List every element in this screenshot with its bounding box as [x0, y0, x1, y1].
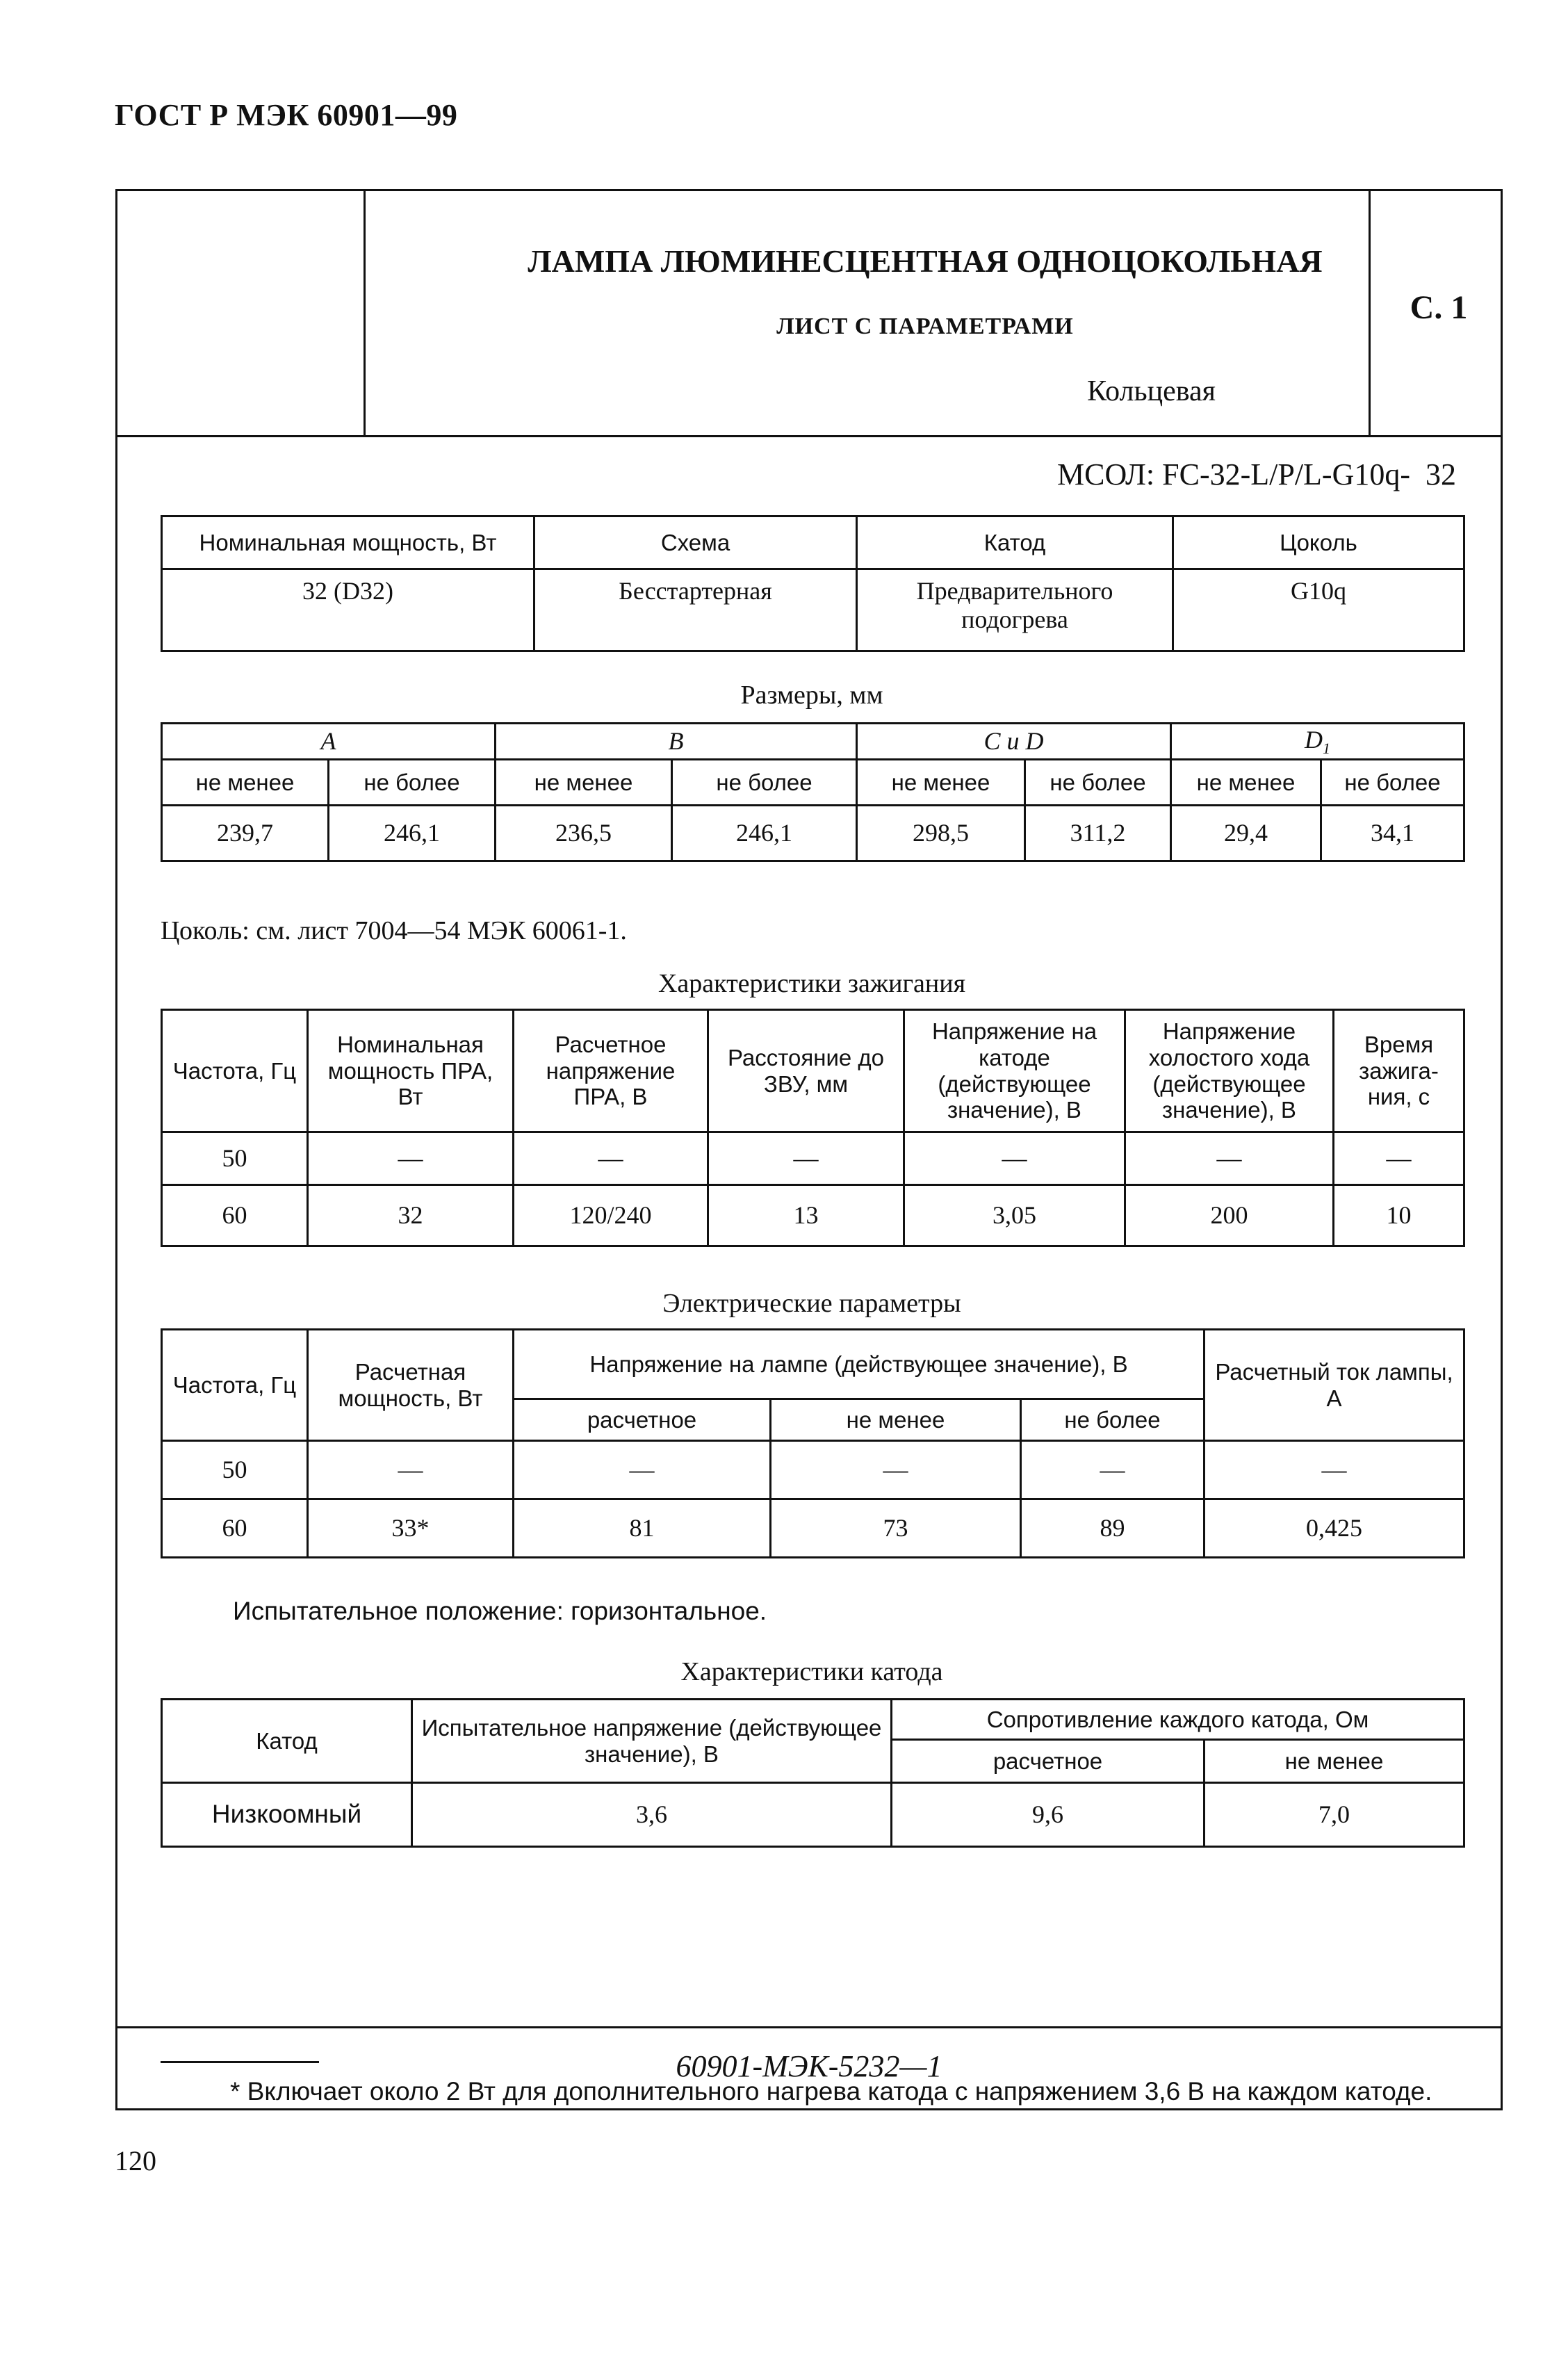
value-cell: 3,6 — [412, 1783, 892, 1847]
subheader-cell: не менее — [1171, 760, 1321, 806]
subheader-cell: не менее — [1204, 1740, 1464, 1783]
value-cell: — — [1334, 1132, 1464, 1185]
value-cell: 7,0 — [1204, 1783, 1464, 1847]
subheader-cell: расчетное — [514, 1399, 771, 1441]
header-cell: Расстояние до ЗВУ, мм — [708, 1010, 904, 1132]
header-cell: Катод — [162, 1700, 412, 1783]
value-cell: 311,2 — [1025, 806, 1171, 861]
header-cell: Катод — [857, 516, 1173, 569]
value-cell: — — [1125, 1132, 1334, 1185]
value-cell: 33* — [308, 1499, 514, 1558]
subheader-cell: не более — [672, 760, 857, 806]
designation-code: МСОЛ: FC-32-L/P/L-G10q- — [1057, 457, 1410, 491]
dimension-group-cd: C и D — [857, 724, 1171, 760]
value-cell: 200 — [1125, 1185, 1334, 1246]
value-cell: 246,1 — [672, 806, 857, 861]
header-cell: Напряжение холостого хода (действующее значение), В — [1125, 1010, 1334, 1132]
document-code: 60901-МЭК-5232—1 — [676, 2049, 942, 2083]
value-cell: 246,1 — [329, 806, 496, 861]
base-note: Цоколь: см. лист 7004—54 МЭК 60061-1. — [161, 916, 627, 945]
value-cell: 298,5 — [857, 806, 1025, 861]
header-cell: Испытательное напряжение (действующее значение), В — [412, 1700, 892, 1783]
value-cell: — — [708, 1132, 904, 1185]
value-cell: 3,05 — [904, 1185, 1125, 1246]
cathode-caption: Характеристики катода — [680, 1657, 943, 1686]
value-cell: 0,425 — [1204, 1499, 1464, 1558]
subheader-cell: расчетное — [892, 1740, 1204, 1783]
value-cell: 60 — [162, 1185, 308, 1246]
value-cell: 32 (D32) — [162, 569, 534, 651]
dimensions-table — [161, 722, 1465, 862]
header-cell: Частота, Гц — [162, 1010, 308, 1132]
subheader-cell: не менее — [771, 1399, 1021, 1441]
value-cell: 13 — [708, 1185, 904, 1246]
value-cell: — — [771, 1441, 1021, 1499]
header-cell: Время зажига-ния, с — [1334, 1010, 1464, 1132]
sheet-page-number: С. 1 — [1410, 289, 1468, 326]
sheet-frame — [115, 189, 1503, 2110]
dimension-group-d1 — [1171, 724, 1464, 760]
value-cell: 120/240 — [514, 1185, 708, 1246]
value-cell: 239,7 — [162, 806, 329, 861]
subheader-cell: не менее — [496, 760, 672, 806]
value-cell: — — [904, 1132, 1125, 1185]
electrical-caption: Электрические параметры — [662, 1289, 961, 1318]
header-cell: Напряжение на лампе (действующее значение), В — [514, 1330, 1204, 1399]
value-cell: 29,4 — [1171, 806, 1321, 861]
header-cell: Номинальная мощность ПРА, Вт — [308, 1010, 514, 1132]
header-cell: Номинальная мощность, Вт — [162, 516, 534, 569]
dimension-group-d1-subscript: 1 — [1323, 740, 1331, 758]
title-block — [117, 191, 1501, 437]
lamp-designation — [1057, 457, 1456, 492]
dimensions-caption: Размеры, мм — [740, 681, 883, 710]
value-cell: G10q — [1173, 569, 1464, 651]
subheader-cell: не более — [1025, 760, 1171, 806]
electrical-table — [161, 1328, 1465, 1558]
value-cell: — — [1204, 1441, 1464, 1499]
header-cell: Напряжение на катоде (действующее значение), В — [904, 1010, 1125, 1132]
dimension-group-b: B — [496, 724, 857, 760]
value-cell: 34,1 — [1321, 806, 1464, 861]
value-cell: 60 — [162, 1499, 308, 1558]
value-cell: — — [308, 1441, 514, 1499]
title-divider-left — [364, 191, 366, 435]
value-cell: 236,5 — [496, 806, 672, 861]
header-cell: Расчетная мощность, Вт — [308, 1330, 514, 1441]
header-cell: Расчетное напряжение ПРА, В — [514, 1010, 708, 1132]
footnote: * Включает около 2 Вт для дополнительного нагрева катода с напряжением 3,6 В на каждом катоде. — [230, 2077, 1432, 2106]
value-cell: 73 — [771, 1499, 1021, 1558]
header-cell: Сопротивление каждого катода, Ом — [892, 1700, 1464, 1740]
value-cell: 10 — [1334, 1185, 1464, 1246]
dimension-group-a: A — [162, 724, 496, 760]
subheader-cell: не менее — [162, 760, 329, 806]
subheader-cell: не более — [329, 760, 496, 806]
sheet-subtitle: ЛИСТ С ПАРАМЕТРАМИ — [776, 314, 1074, 339]
value-cell: 81 — [514, 1499, 771, 1558]
subheader-cell: не менее — [857, 760, 1025, 806]
value-cell: 32 — [308, 1185, 514, 1246]
designation-number: 32 — [1426, 457, 1456, 491]
value-cell: Предварительного подогрева — [857, 569, 1173, 651]
sheet-title: ЛАМПА ЛЮМИНЕСЦЕНТНАЯ ОДНОЦОКОЛЬНАЯ — [528, 243, 1323, 279]
ignition-table — [161, 1009, 1465, 1247]
header-cell: Схема — [534, 516, 857, 569]
page-number: 120 — [115, 2145, 156, 2176]
general-table — [161, 515, 1465, 652]
value-cell: Низкоомный — [162, 1783, 412, 1847]
header-cell: Цоколь — [1173, 516, 1464, 569]
value-cell: — — [308, 1132, 514, 1185]
document-header: ГОСТ Р МЭК 60901—99 — [115, 98, 458, 132]
header-cell: Частота, Гц — [162, 1330, 308, 1441]
value-cell: 50 — [162, 1132, 308, 1185]
ignition-caption: Характеристики зажигания — [658, 969, 966, 998]
header-cell: Расчетный ток лампы, А — [1204, 1330, 1464, 1441]
value-cell: 50 — [162, 1441, 308, 1499]
lamp-type: Кольцевая — [1087, 375, 1216, 407]
value-cell: Бесстартерная — [534, 569, 857, 651]
value-cell: — — [1021, 1441, 1204, 1499]
value-cell: — — [514, 1441, 771, 1499]
subheader-cell: не более — [1321, 760, 1464, 806]
value-cell: — — [514, 1132, 708, 1185]
subheader-cell: не более — [1021, 1399, 1204, 1441]
test-position-note: Испытательное положение: горизонтальное. — [233, 1597, 767, 1625]
cathode-table — [161, 1698, 1465, 1848]
value-cell: 89 — [1021, 1499, 1204, 1558]
dimension-group-d1-letter: D — [1305, 726, 1323, 754]
value-cell: 9,6 — [892, 1783, 1204, 1847]
